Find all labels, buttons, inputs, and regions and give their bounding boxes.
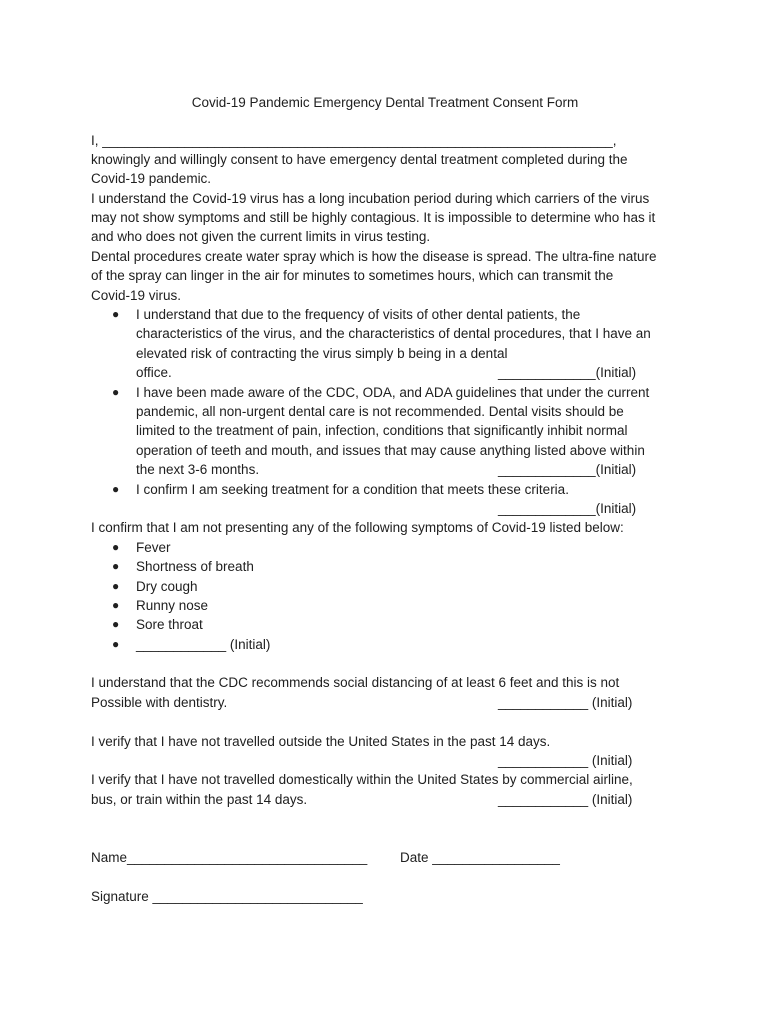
acknowledgement-line: pandemic, all non-urgent dental care is not recommended. Dental visits should be xyxy=(136,404,624,419)
initial-field[interactable]: ____________ (Initial) xyxy=(498,753,633,768)
intro-line: Covid-19 virus. xyxy=(91,288,182,303)
distancing-line: I understand that the CDC recommends social distancing of at least 6 feet and this is not xyxy=(91,675,620,690)
intro-line: Dental procedures create water spray which is how the disease is spread. The ultra-fine nature xyxy=(91,249,657,264)
intro-line: Covid-19 pandemic. xyxy=(91,171,212,186)
intro-line: knowingly and willingly consent to have emergency dental treatment completed during the xyxy=(91,152,628,167)
acknowledgement-line: characteristics of the virus, and the characteristics of dental procedures, that I have an xyxy=(136,326,651,341)
travel-domestic-line: I verify that I have not travelled domestically within the United States by commercial airline, xyxy=(91,772,633,787)
acknowledgement-line: limited to the treatment of pain, infection, conditions that significantly inhibit normal xyxy=(136,423,628,438)
symptoms-intro: I confirm that I am not presenting any of the following symptoms of Covid-19 listed below: xyxy=(91,520,624,535)
bullet-icon: ● xyxy=(112,617,120,631)
bullet-icon: ● xyxy=(112,579,120,593)
initial-field[interactable]: ____________ (Initial) xyxy=(136,637,271,652)
symptom-item: Shortness of breath xyxy=(136,559,254,574)
intro-line: may not show symptoms and still be highly contagious. It is impossible to determine who has it xyxy=(91,210,656,225)
initial-field[interactable]: _____________(Initial) xyxy=(498,501,637,516)
acknowledgement-line: operation of teeth and mouth, and issues that may cause anything listed above within xyxy=(136,443,645,458)
intro-line: of the spray can linger in the air for minutes to sometimes hours, which can transmit the xyxy=(91,268,614,283)
acknowledgement-line: the next 3-6 months. xyxy=(136,462,260,477)
symptom-item: Dry cough xyxy=(136,579,198,594)
acknowledgement-line: I understand that due to the frequency of visits of other dental patients, the xyxy=(136,307,581,322)
bullet-icon: ● xyxy=(112,637,120,651)
form-title: Covid-19 Pandemic Emergency Dental Treatment Consent Form xyxy=(191,95,579,110)
symptom-item: Runny nose xyxy=(136,598,209,613)
distancing-line: Possible with dentistry. xyxy=(91,695,228,710)
initial-field[interactable]: _____________(Initial) xyxy=(498,365,637,380)
acknowledgement-line: I have been made aware of the CDC, ODA, and ADA guidelines that under the current xyxy=(136,385,650,400)
intro-line: I understand the Covid-19 virus has a long incubation period during which carriers of the virus xyxy=(91,191,650,206)
symptom-item: Sore throat xyxy=(136,617,203,632)
symptom-item: Fever xyxy=(136,540,171,555)
acknowledgement-line: elevated risk of contracting the virus simply b being in a dental xyxy=(136,346,508,361)
acknowledgement-line: office. xyxy=(136,365,172,380)
bullet-icon: ● xyxy=(112,540,120,554)
travel-domestic-line: bus, or train within the past 14 days. xyxy=(91,792,308,807)
bullet-icon: ● xyxy=(112,482,120,496)
initial-field[interactable]: ____________ (Initial) xyxy=(498,792,633,807)
name-field[interactable]: Name________________________________ xyxy=(91,850,368,865)
bullet-icon: ● xyxy=(112,559,120,573)
intro-line: and who does not given the current limits in virus testing. xyxy=(91,229,431,244)
initial-field[interactable]: _____________(Initial) xyxy=(498,462,637,477)
signature-field[interactable]: Signature ____________________________ xyxy=(91,889,363,904)
initial-field[interactable]: ____________ (Initial) xyxy=(498,695,633,710)
name-blank-line: I, ____________________________________________________________________, xyxy=(91,133,617,148)
bullet-icon: ● xyxy=(112,385,120,399)
bullet-icon: ● xyxy=(112,598,120,612)
date-field[interactable]: Date _________________ xyxy=(400,850,560,865)
travel-international-line: I verify that I have not travelled outside the United States in the past 14 days. xyxy=(91,734,551,749)
bullet-icon: ● xyxy=(112,307,120,321)
acknowledgement-line: I confirm I am seeking treatment for a condition that meets these criteria. xyxy=(136,482,569,497)
